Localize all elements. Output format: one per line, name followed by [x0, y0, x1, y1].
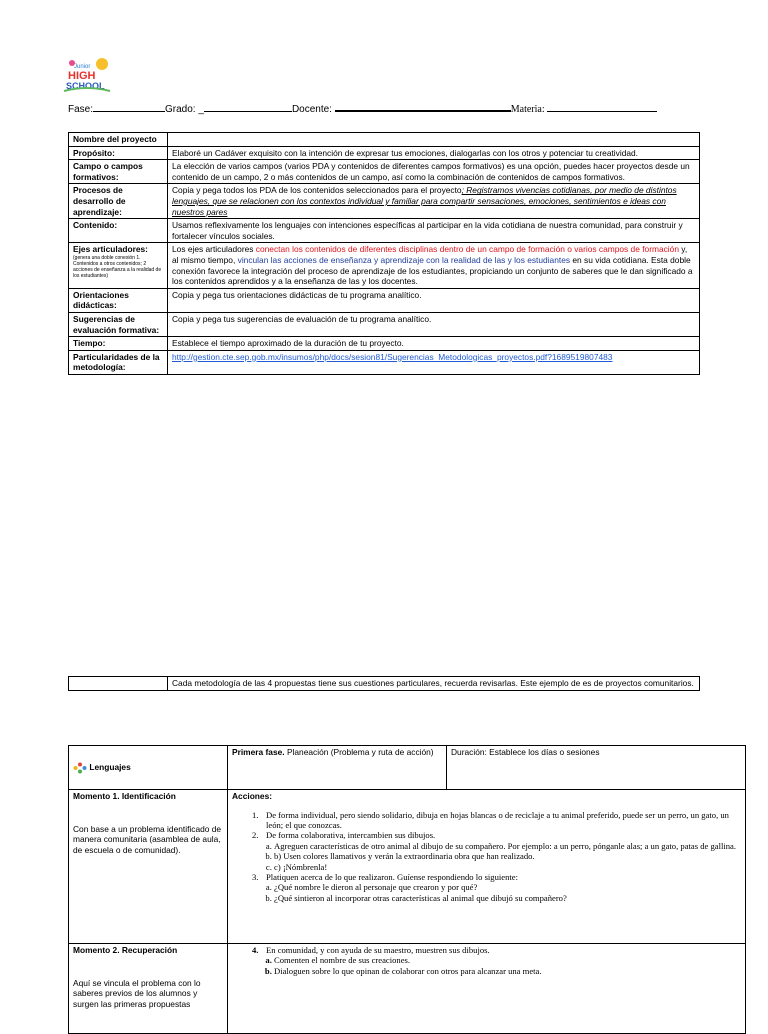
row-value[interactable]: Copia y pega tus sugerencias de evaluación de tu programa analítico.: [168, 312, 700, 336]
pda-plain: Copia y pega todos los PDA de los contenidos seleccionados para el proyecto: [172, 185, 462, 196]
docente-blank[interactable]: [335, 100, 511, 112]
row-label: Procesos de desarrollo de aprendizaje:: [69, 184, 168, 219]
actions-title: Acciones:: [232, 791, 273, 801]
phase-cell: [228, 746, 447, 790]
table-row: [69, 243, 700, 288]
table-row: [69, 184, 700, 219]
table-row: [69, 944, 746, 1034]
grado-label: Grado: _: [165, 104, 204, 115]
list-item: a. Comenten el nombre de sus creaciones.: [274, 955, 741, 965]
note-text: Cada metodología de las 4 propuestas tiene sus cuestiones particulares, recuerda revisarlas. Este ejemplo de es de proyectos comunitarios.: [168, 677, 700, 691]
logo-line2: HIGH: [68, 70, 96, 82]
materia-label: Materia:: [510, 104, 545, 115]
row-label: Particularidades de la metodología:: [69, 350, 168, 374]
ejes-v4: vinculan las acciones de enseñanza y aprendizaje con la realidad de las y los estudiantes: [237, 254, 571, 265]
project-table: [68, 132, 700, 375]
ejes-v2: conectan los contenidos de diferentes disciplinas dentro de un campo de formación o varios campos de formación: [255, 244, 679, 255]
list-item: a. ¿Qué nombre le dieron al personaje que crearon y por qué?: [274, 882, 741, 892]
table-row: [69, 337, 700, 351]
table-row: [69, 746, 746, 790]
ejes-v3: y, al mismo tiempo,: [172, 244, 688, 265]
row-label: Tiempo:: [69, 337, 168, 351]
row-value[interactable]: [168, 133, 700, 147]
fase-label: Fase:: [68, 104, 94, 115]
row-value[interactable]: Elaboré un Cadáver exquisito con la intención de expresar tus emociones, dialogarlas con los otros y potenciar tu creatividad.: [168, 146, 700, 160]
row-label: Nombre del proyecto: [69, 133, 168, 147]
materia-blank[interactable]: [547, 101, 657, 112]
row-value[interactable]: Copia y pega tus orientaciones didácticas de tu programa analítico.: [168, 288, 700, 312]
list-item: a. Agreguen características de otro animal al dibujo de su compañero. Por ejemplo: a un perro, pónganle alas; a un gato, patas de gallina.: [274, 841, 741, 851]
duration-cell[interactable]: Duración: Establece los días o sesiones: [447, 746, 746, 790]
table-row: [69, 288, 700, 312]
logo-line1: Junior: [74, 64, 91, 70]
row-label: [69, 243, 168, 288]
field-name: Lenguajes: [89, 761, 131, 772]
field-cell: [69, 746, 228, 790]
moment2-cell: [69, 944, 228, 1034]
table-row: [69, 133, 700, 147]
row-value[interactable]: La elección de varios campos (varios PDA y contenidos de diferentes campos formativos) es una opción, puedes hacer proyectos desde un contenido de un campo, 2 o más contenidos de un campo, así como la combinación de contenidos de campos formativos.: [168, 160, 700, 184]
table-row: [69, 146, 700, 160]
row-value[interactable]: [168, 243, 700, 288]
row-label: Orientaciones didácticas:: [69, 288, 168, 312]
note-table: [68, 676, 700, 691]
actions-cell[interactable]: [228, 790, 746, 944]
list-item: 2. De forma colaborativa, intercambien sus dibujos.: [252, 830, 436, 841]
table-row: [69, 677, 700, 691]
row-label: Contenido:: [69, 219, 168, 243]
fase-blank[interactable]: [93, 101, 165, 112]
list-item: b. b) Usen colores llamativos y verán la extraordinaria obra que han realizado.: [274, 851, 741, 861]
table-row: [69, 790, 746, 944]
list-item: 4. En comunidad, y con ayuda de su maestro, muestren sus dibujos.: [252, 945, 490, 955]
logo-line3: SCHOOL: [66, 81, 105, 91]
row-value[interactable]: Establece el tiempo aproximado de la duración de tu proyecto.: [168, 337, 700, 351]
flower-icon: [73, 762, 87, 774]
grado-blank[interactable]: [204, 101, 292, 112]
phase-bold: Primera fase.: [232, 747, 285, 757]
row-value: [168, 350, 700, 374]
list-item: 3. Platiquen acerca de lo que realizaron. Guíense respondiendo lo siguiente:: [252, 872, 518, 883]
pda-italic: ; Registramos vivencias cotidianas, por medio de distintos lenguajes, que se relacionen con los contextos individual y familiar para compartir sensaciones, emociones, sentimientos e ideas con nuestros pares: [172, 185, 677, 217]
ejes-note: (genera una doble conexión 1. Contenidos a otros contenidos; 2 acciones de enseñanza a la realidad de los estudiantes): [73, 254, 162, 279]
school-logo: [62, 55, 112, 95]
table-row: [69, 160, 700, 184]
row-label: Propósito:: [69, 146, 168, 160]
row-value[interactable]: [168, 184, 700, 219]
note-label-cell: [69, 677, 168, 691]
ejes-v1: Los ejes articuladores: [172, 244, 256, 255]
list-item: c. c) ¡Nómbrenla!: [274, 862, 741, 872]
moment2-title: Momento 2. Recuperación: [73, 945, 178, 955]
row-label: Sugerencias de evaluación formativa:: [69, 312, 168, 336]
moment2-desc: Aquí se vincula el problema con lo saberes previos de los alumnos y surgen las primeras propuestas: [73, 977, 201, 1009]
plan-table: [68, 745, 746, 1034]
metodologia-link[interactable]: http://gestion.cte.sep.gob.mx/insumos/php/docs/sesion81/Sugerencias_Metodologicas_proyectos.pdf?1689519807483: [172, 351, 613, 362]
table-row: [69, 219, 700, 243]
header-fields: [68, 100, 657, 115]
docente-label: Docente:: [291, 104, 332, 115]
ejes-v5: en su vida cotidiana. Esta doble conexión favorece la integración del proceso de aprendizaje de los estudiantes, propiciando un conjunto de saberes que le dan significado a los contenidos aprendidos y a la enseñanza de las y los docentes.: [172, 254, 693, 287]
actions-list: [232, 810, 741, 904]
list-item: b. Dialoguen sobre lo que opinan de colaborar con otros para alcanzar una meta.: [274, 966, 741, 976]
ejes-label: Ejes articuladores:: [73, 244, 148, 255]
table-row: [69, 350, 700, 374]
moment1-title: Momento 1. Identificación: [73, 791, 176, 801]
list-item: b. ¿Qué sintieron al incorporar otras características al animal que dibujó su compañero?: [274, 893, 741, 903]
moment1-desc: Con base a un problema identificado de manera comunitaria (asamblea de aula, de escuela o de comunidad).: [73, 823, 222, 855]
moment2-actions-cell[interactable]: [228, 944, 746, 1034]
row-value[interactable]: Usamos reflexivamente los lenguajes con intenciones específicas al participar en la vida cotidiana de nuestra comunidad, para construir y fortalecer vínculos sociales.: [168, 219, 700, 243]
row-label: Campo o campos formativos:: [69, 160, 168, 184]
table-row: [69, 312, 700, 336]
moment2-list: [232, 945, 741, 976]
phase-rest: Planeación (Problema y ruta de acción): [284, 747, 434, 757]
moment1-cell: [69, 790, 228, 944]
list-item: 1. De forma individual, pero siendo solidario, dibuja en hojas blancas o de reciclaje a tu animal preferido, puede ser un perro, un gato, un león; el que conozcas.: [252, 809, 729, 830]
